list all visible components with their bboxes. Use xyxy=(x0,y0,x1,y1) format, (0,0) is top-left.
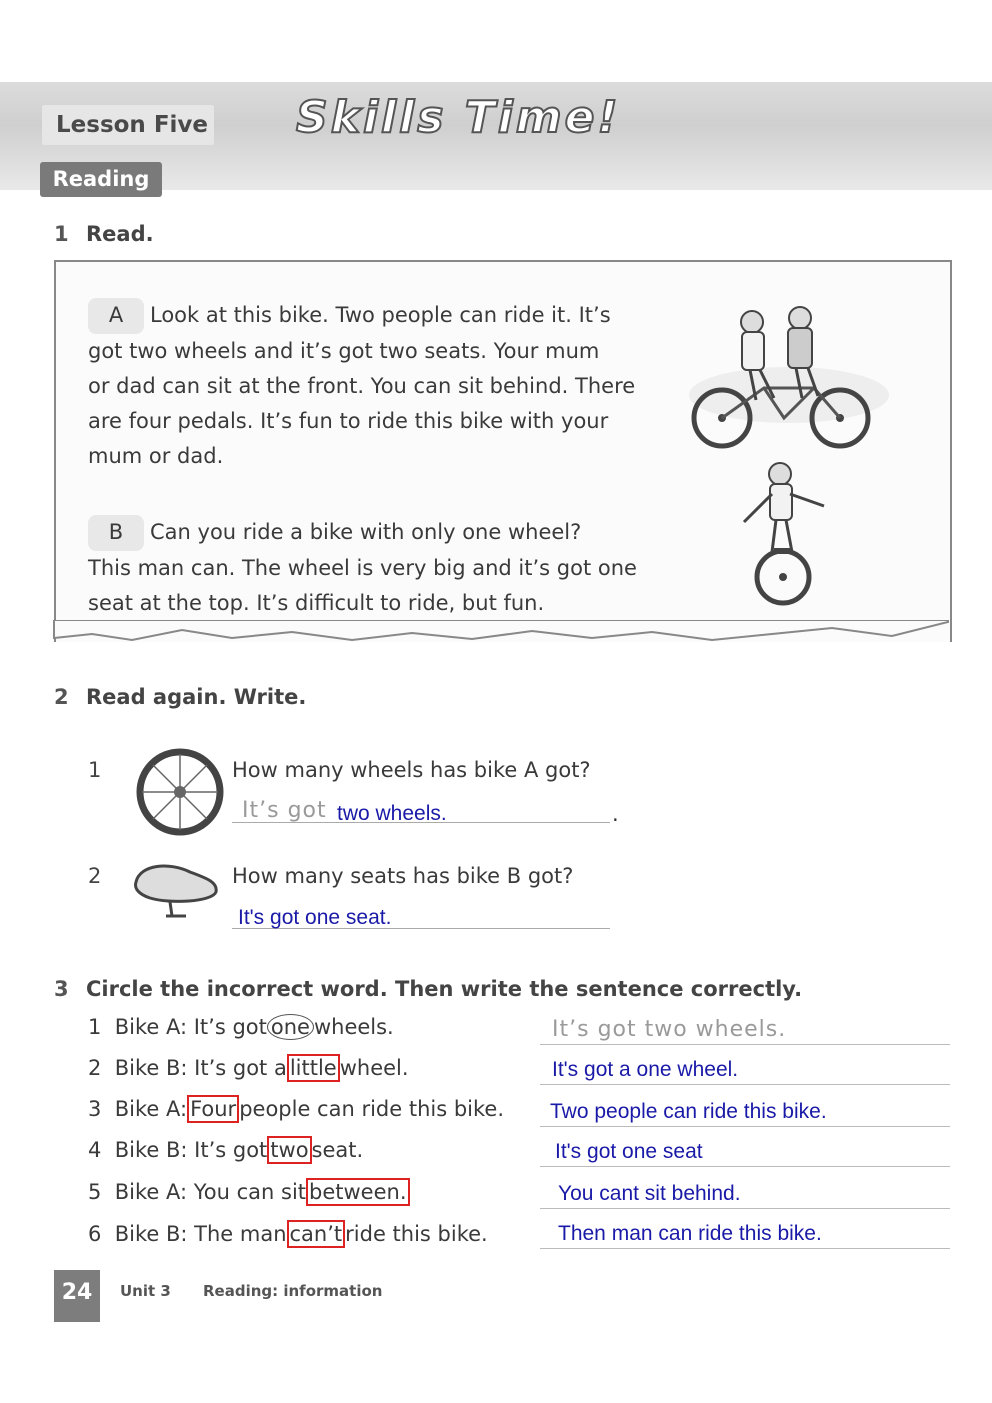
tandem-bike-illustration xyxy=(684,300,894,450)
footer-unit: Unit 3 xyxy=(120,1282,171,1300)
row-text-after: wheel. xyxy=(339,1056,409,1080)
ex3-answer-text[interactable]: It's got one seat xyxy=(555,1140,703,1163)
ex3-answer-text[interactable]: It's got a one wheel. xyxy=(552,1058,739,1081)
row-number: 3 xyxy=(88,1097,102,1121)
row-number: 4 xyxy=(88,1138,102,1162)
ex3-row xyxy=(88,1180,410,1204)
row-text-before: Bike B: The man xyxy=(114,1222,287,1246)
paragraph-b-line: Can you ride a bike with only one wheel? xyxy=(150,520,582,544)
section-tab: Reading xyxy=(40,162,162,197)
boxed-word[interactable]: two xyxy=(267,1136,311,1164)
lesson-label: Lesson Five xyxy=(42,105,214,145)
paragraph-a-line: mum or dad. xyxy=(88,444,224,468)
paragraph-b-letter: B xyxy=(88,515,144,551)
row-number: 2 xyxy=(88,1056,102,1080)
torn-paper-edge xyxy=(52,620,950,660)
ex1-number: 1 xyxy=(54,222,69,246)
bike-seat-icon xyxy=(130,858,222,920)
boxed-word[interactable]: between. xyxy=(306,1178,409,1206)
ex1-instruction: Read. xyxy=(86,222,154,246)
ex2-instruction: Read again. Write. xyxy=(86,685,307,709)
boxed-word[interactable]: little xyxy=(287,1054,340,1082)
ex3-answer-text[interactable]: Then man can ride this bike. xyxy=(558,1222,822,1245)
ex3-row xyxy=(88,1015,394,1039)
ex3-answer-line xyxy=(540,1176,950,1209)
row-text-after: ride this bike. xyxy=(345,1222,488,1246)
ex2-question: How many wheels has bike A got? xyxy=(232,758,591,782)
ex3-row xyxy=(88,1138,363,1162)
ex3-answer-line xyxy=(540,1216,950,1249)
ex3-answer-text[interactable]: It’s got two wheels. xyxy=(552,1017,787,1042)
ex2-answer-period: . xyxy=(612,802,619,826)
unicycle-illustration xyxy=(732,462,832,612)
ex3-instruction: Circle the incorrect word. Then write the sentence correctly. xyxy=(86,977,803,1001)
row-text-before: Bike B: It’s got xyxy=(114,1138,268,1162)
row-number: 6 xyxy=(88,1222,102,1246)
ex3-row xyxy=(88,1097,504,1121)
row-number: 5 xyxy=(88,1180,102,1204)
ex1-heading xyxy=(54,222,154,246)
ex3-answer-line xyxy=(540,1012,950,1045)
ex3-heading xyxy=(54,977,802,1001)
ex2-heading xyxy=(54,685,306,709)
paragraph-b-line: This man can. The wheel is very big and it’s got one xyxy=(88,556,637,580)
boxed-word[interactable]: Four xyxy=(187,1095,239,1123)
row-text-after: seat. xyxy=(311,1138,364,1162)
ex3-number: 3 xyxy=(54,977,69,1001)
paragraph-a-line: got two wheels and it’s got two seats. Your mum xyxy=(88,339,600,363)
page-number: 24 xyxy=(54,1270,100,1322)
ex3-answer-text[interactable]: You cant sit behind. xyxy=(558,1182,741,1205)
row-text-before: Bike B: It’s got a xyxy=(114,1056,287,1080)
ex2-item-number: 2 xyxy=(88,864,102,888)
ex3-answer-text[interactable]: Two people can ride this bike. xyxy=(550,1100,827,1123)
ex3-answer-line xyxy=(540,1052,950,1085)
paragraph-a-letter: A xyxy=(88,298,144,334)
ex3-row xyxy=(88,1222,488,1246)
row-text-after: wheels. xyxy=(313,1015,394,1039)
paragraph-a xyxy=(88,298,648,474)
ex3-row xyxy=(88,1056,409,1080)
row-number: 1 xyxy=(88,1015,102,1039)
boxed-word[interactable]: can’t xyxy=(287,1220,346,1248)
paragraph-b xyxy=(88,515,648,621)
row-text-before: Bike A: xyxy=(114,1097,188,1121)
ex2-answer-text[interactable]: two wheels. xyxy=(337,802,447,825)
ex3-answer-line xyxy=(540,1134,950,1167)
row-text-before: Bike A: You can sit xyxy=(114,1180,307,1204)
row-text-before: Bike A: It’s got xyxy=(114,1015,267,1039)
ex2-answer-text[interactable]: It's got one seat. xyxy=(238,906,392,929)
paragraph-a-line: are four pedals. It’s fun to ride this bike with your xyxy=(88,409,609,433)
ex2-answer-prompt: It’s got xyxy=(242,798,327,823)
footer-topic: Reading: information xyxy=(203,1282,383,1300)
page-title: Skills Time! xyxy=(296,92,621,143)
paragraph-a-line: or dad can sit at the front. You can sit behind. There xyxy=(88,374,636,398)
paragraph-b-line: seat at the top. It’s difficult to ride, but fun. xyxy=(88,591,545,615)
ex2-question: How many seats has bike B got? xyxy=(232,864,574,888)
ex2-number: 2 xyxy=(54,685,69,709)
circled-word[interactable]: one xyxy=(267,1014,314,1040)
ex3-answer-line xyxy=(540,1094,950,1127)
row-text-after: people can ride this bike. xyxy=(239,1097,505,1121)
wheel-icon xyxy=(134,746,226,838)
ex2-item-number: 1 xyxy=(88,758,102,782)
paragraph-a-line: Look at this bike. Two people can ride it. It’s xyxy=(150,303,611,327)
